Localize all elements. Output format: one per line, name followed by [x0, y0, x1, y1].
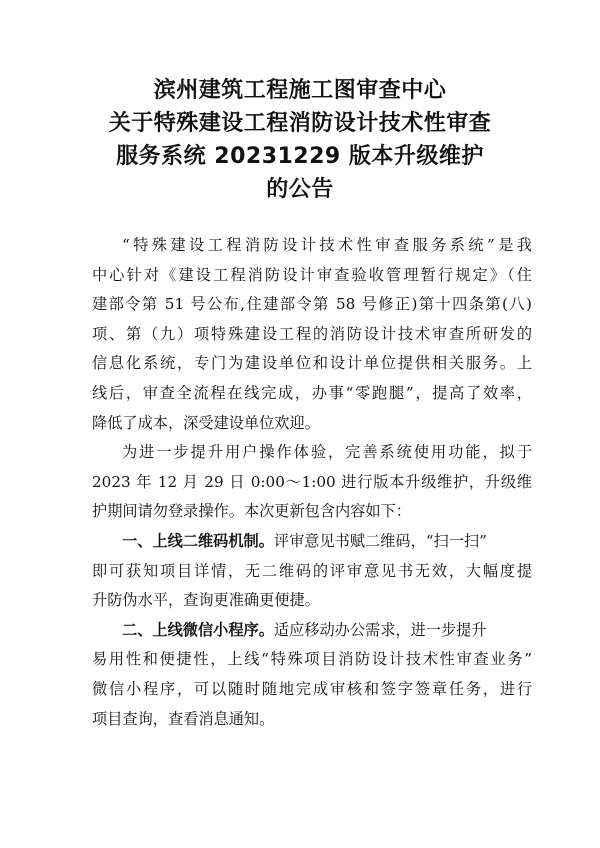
- document-body: [92, 231, 532, 734]
- title-line-1: 滨州建筑工程施工图审查中心: [153, 78, 447, 103]
- para1-line-7: 降低了成本，深受建设单位欢迎。: [92, 413, 320, 432]
- item2-first-line-text: 适应移动办公需求，进一步提升: [273, 620, 487, 639]
- para1-line-5: 信息化系统，专门为建设单位和设计单位提供相关服务。上: [92, 354, 532, 373]
- para1-line-4: 项、第（九）项特殊建设工程的消防设计技术审查所研发的: [92, 324, 532, 343]
- para2-line-2: 2023 年 12 月 29 日 0:00～1:00 进行版本升级维护，升级维: [92, 472, 532, 491]
- title-line-3: 服务系统 20231229 版本升级维护: [116, 144, 484, 169]
- item1-first-line: [92, 527, 532, 557]
- title-line-2: 关于特殊建设工程消防设计技术性审查: [108, 111, 492, 136]
- para2-line-3: 护期间请勿登录操作。本次更新包含内容如下：: [92, 502, 411, 521]
- item2-line-3: 微信小程序，可以随时随地完成审核和签字签章任务，进行: [92, 679, 532, 698]
- para1-line-2: 中心针对《建设工程消防设计审查验收管理暂行规定》（住: [92, 265, 532, 284]
- item1-line-3: 升防伪水平，查询更准确更便捷。: [92, 591, 320, 610]
- para1-line-1: “特殊建设工程消防设计技术性审查服务系统”是我: [122, 236, 532, 254]
- item2-line-2: 易用性和便捷性，上线“特殊项目消防设计技术性审查业务”: [92, 650, 532, 669]
- title-line-4: 的公告: [266, 177, 334, 202]
- item2-line-4: 项目查询，查看消息通知。: [92, 709, 275, 728]
- document-title: [0, 74, 600, 206]
- para1-line-6: 线后，审查全流程在线完成，办事“零跑腿”，提高了效率，: [92, 383, 532, 402]
- item2-heading: 二、上线微信小程序。: [122, 620, 274, 639]
- item2-first-line: [92, 616, 532, 646]
- item1-line-2: 即可获知项目详情，无二维码的评审意见书无效，大幅度提: [92, 561, 532, 580]
- para1-line-3: 建部令第 51 号公布,住建部令第 58 号修正)第十四条第(八): [92, 295, 532, 314]
- para2-line-1: 为进一步提升用户操作体验，完善系统使用功能，拟于: [122, 443, 532, 462]
- item1-first-line-text: 评审意见书赋二维码，“扫一扫”: [273, 531, 487, 550]
- item1-heading: 一、上线二维码机制。: [122, 531, 274, 550]
